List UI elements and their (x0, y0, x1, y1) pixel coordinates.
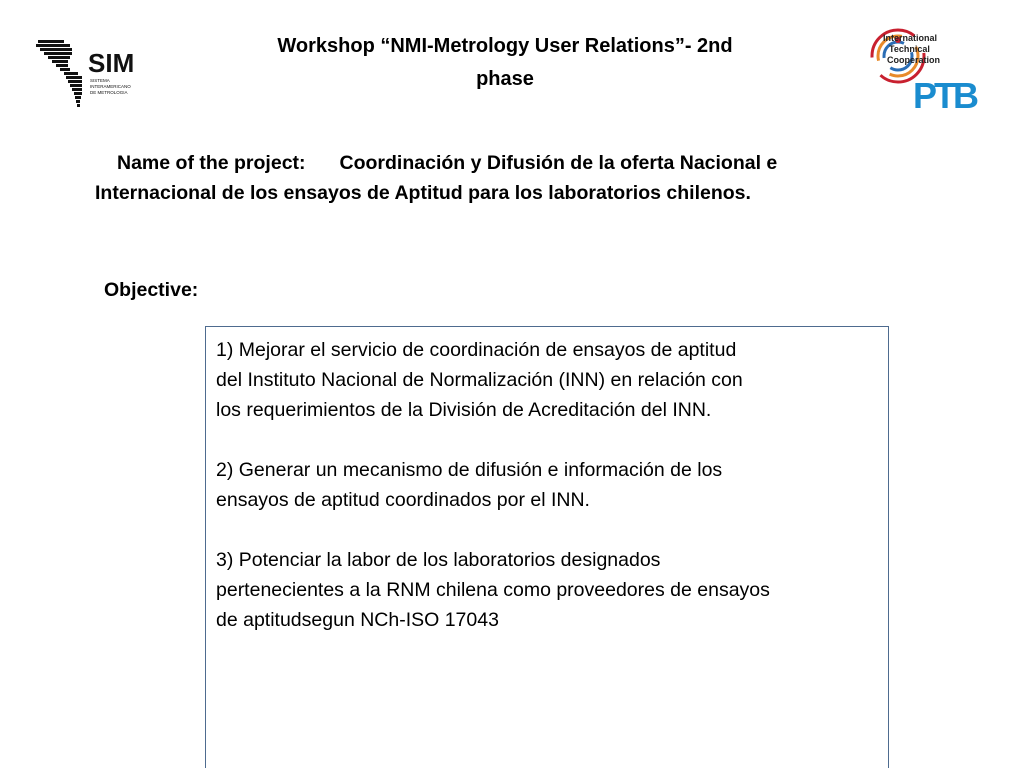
objective-box (205, 326, 889, 768)
sim-logo-text: SIM (88, 48, 135, 78)
objective-item-line: 2) Generar un mecanismo de difusión e información de los (216, 459, 723, 481)
objective-item-line: del Instituto Nacional de Normalización (INN) en relación con (216, 369, 743, 391)
itc-logo-line-2: Technical (889, 44, 930, 54)
project-line-1 (95, 148, 895, 178)
objective-item-line: 3) Potenciar la labor de los laboratorios designados (216, 549, 661, 571)
project-name-part-1: Coordinación y Difusión de la oferta Nacional e (339, 152, 778, 174)
ptb-logo-text: PTB (913, 75, 976, 116)
itc-ptb-logo (855, 26, 995, 116)
objective-item-line: pertenecientes a la RNM chilena como proveedores de ensayos (216, 579, 770, 601)
objective-item-2 (216, 455, 880, 515)
itc-logo-line-1: International (883, 33, 938, 43)
project-name-part-2: Internacional de los ensayos de Aptitud para los laboratorios chilenos. (95, 182, 751, 204)
objective-item-line: ensayos de aptitud coordinados por el INN. (216, 489, 590, 511)
sim-logo (34, 32, 144, 112)
project-label: Name of the project: (117, 152, 306, 174)
objective-item-line: los requerimientos de la División de Acreditación del INN. (216, 399, 712, 421)
title-line-2: phase (476, 68, 534, 90)
objective-item-1 (216, 335, 880, 425)
svg-text:DE METROLOGIA: DE METROLOGIA (90, 90, 128, 95)
objective-item-line: de aptitudsegun NCh-ISO 17043 (216, 609, 499, 631)
objective-item-3 (216, 545, 880, 635)
svg-text:INTERAMERICANO: INTERAMERICANO (90, 84, 131, 89)
page-title (230, 30, 780, 96)
objective-label: Objective: (104, 279, 199, 301)
project-section (95, 148, 895, 208)
svg-text:SISTEMA: SISTEMA (90, 78, 110, 83)
objective-item-line: 1) Mejorar el servicio de coordinación de ensayos de aptitud (216, 339, 737, 361)
title-line-1: Workshop “NMI-Metrology User Relations”- 2nd (277, 35, 733, 57)
itc-logo-line-3: Cooperation (887, 55, 940, 65)
